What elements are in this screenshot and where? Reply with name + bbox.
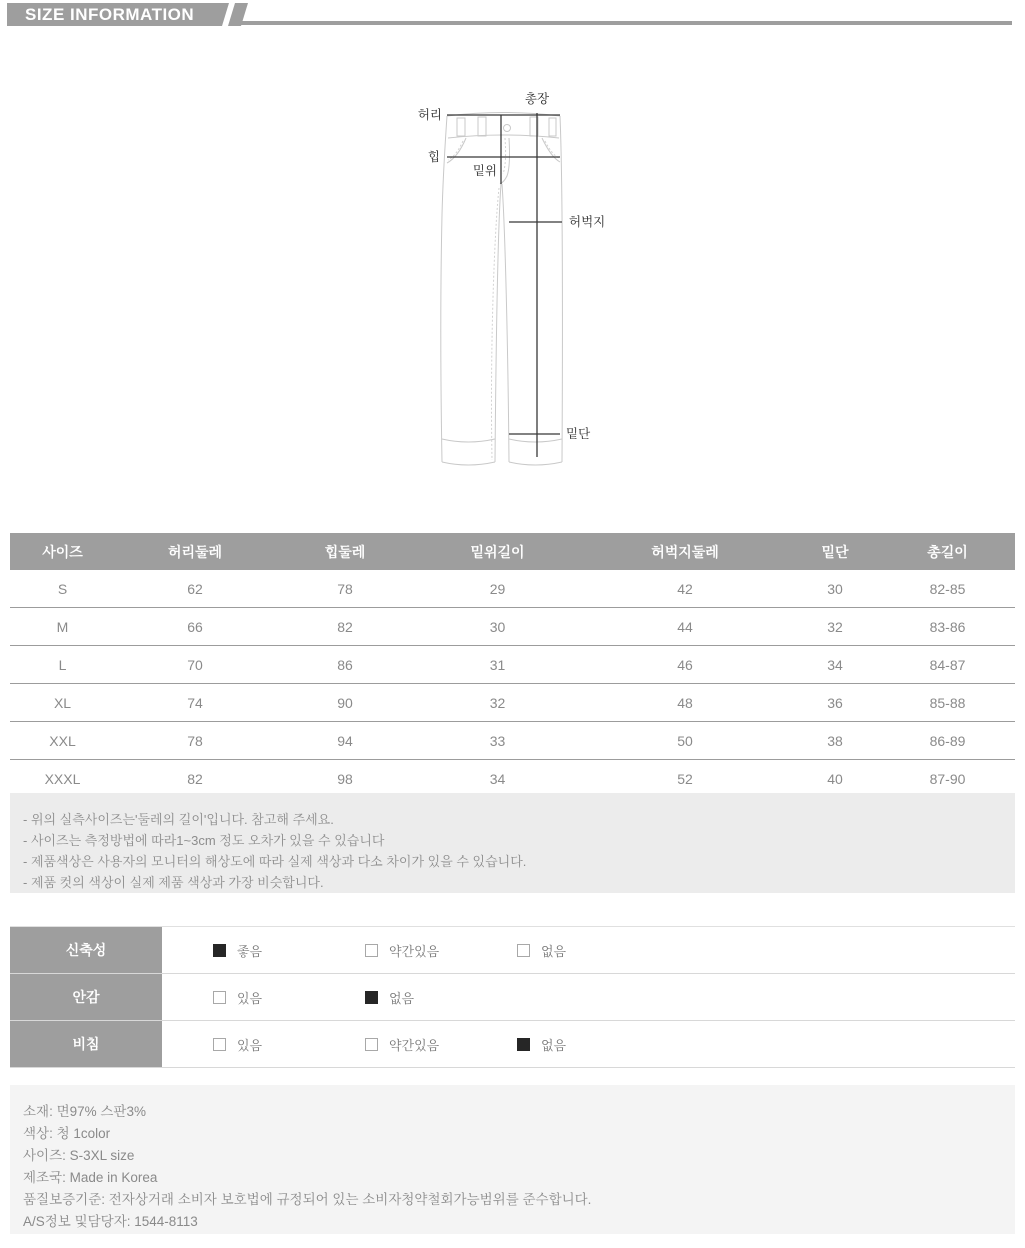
size-value-cell: 94: [275, 722, 415, 760]
spec-row-label: 안감: [10, 974, 162, 1020]
size-table-column-header: 총길이: [880, 533, 1015, 570]
size-label-cell: XL: [10, 684, 115, 722]
spec-option: [213, 988, 365, 1007]
hip-label: 힙: [427, 150, 440, 164]
size-table-row: [10, 570, 1015, 608]
checkbox-unchecked-icon: [365, 944, 378, 957]
size-value-cell: 82: [115, 760, 275, 799]
spec-option-label: 있음: [237, 990, 263, 1006]
size-value-cell: 50: [580, 722, 790, 760]
size-value-cell: 34: [415, 760, 580, 799]
product-info-line: 색상: 청 1color: [23, 1126, 111, 1141]
size-table-row: [10, 684, 1015, 722]
rise-label: 밑위: [472, 164, 497, 178]
measurement-lines: [447, 113, 562, 457]
spec-options: [162, 974, 1015, 1020]
total-length-label: 총장: [524, 92, 550, 106]
note-line: - 위의 실측사이즈는'둘레의 길이'입니다. 참고해 주세요.: [23, 812, 334, 827]
size-value-cell: 32: [415, 684, 580, 722]
size-table-row: [10, 722, 1015, 760]
size-value-cell: 46: [580, 646, 790, 684]
spec-option: [213, 1035, 365, 1054]
size-value-cell: 38: [790, 722, 880, 760]
size-value-cell: 86: [275, 646, 415, 684]
checkbox-checked-icon: [213, 944, 226, 957]
spec-option-label: 없음: [541, 1037, 567, 1053]
checkbox-unchecked-icon: [517, 944, 530, 957]
size-value-cell: 34: [790, 646, 880, 684]
size-value-cell: 36: [790, 684, 880, 722]
size-value-cell: 52: [580, 760, 790, 799]
measurement-notes-box: [10, 793, 1015, 893]
size-value-cell: 84-87: [880, 646, 1015, 684]
size-table-column-header: 사이즈: [10, 533, 115, 570]
thigh-label: 허벅지: [569, 215, 606, 229]
note-line: - 제품색상은 사용자의 모니터의 해상도에 따라 실제 색상과 다소 차이가 있을 수 있습니다.: [23, 854, 527, 869]
size-value-cell: 44: [580, 608, 790, 646]
size-value-cell: 83-86: [880, 608, 1015, 646]
section-header-bar: [0, 0, 1025, 28]
size-value-cell: 66: [115, 608, 275, 646]
spec-option-label: 약간있음: [389, 943, 440, 959]
button-icon: [504, 125, 511, 132]
size-value-cell: 31: [415, 646, 580, 684]
product-info-line: 사이즈: S-3XL size: [23, 1148, 135, 1163]
size-value-cell: 42: [580, 570, 790, 608]
hem-label: 밑단: [566, 427, 591, 441]
spec-option-label: 약간있음: [389, 1037, 440, 1053]
spec-option-label: 없음: [541, 943, 567, 959]
size-label-cell: L: [10, 646, 115, 684]
size-value-cell: 98: [275, 760, 415, 799]
size-table-row: [10, 646, 1015, 684]
measurement-labels: [418, 91, 605, 441]
size-label-cell: XXL: [10, 722, 115, 760]
size-table-row: [10, 608, 1015, 646]
spec-option: [365, 1035, 517, 1054]
spec-option: [365, 941, 517, 960]
spec-row-label: 신축성: [10, 927, 162, 973]
size-label-cell: M: [10, 608, 115, 646]
spec-option: [517, 1035, 669, 1054]
size-table: [10, 533, 1015, 799]
spec-option: [517, 941, 669, 960]
spec-option: [365, 988, 517, 1007]
size-table-column-header: 허리둘레: [115, 533, 275, 570]
size-value-cell: 78: [115, 722, 275, 760]
size-value-cell: 85-88: [880, 684, 1015, 722]
spec-row-label: 비침: [10, 1021, 162, 1067]
spec-row: [10, 1021, 1015, 1068]
size-table-column-header: 밑위길이: [415, 533, 580, 570]
note-line: - 제품 컷의 색상이 실제 제품 색상과 가장 비슷합니다.: [23, 875, 324, 890]
size-value-cell: 78: [275, 570, 415, 608]
spec-option-label: 있음: [237, 1037, 263, 1053]
spec-options: [162, 1021, 1015, 1067]
spec-row: [10, 927, 1015, 974]
size-label-cell: XXXL: [10, 760, 115, 799]
spec-row: [10, 974, 1015, 1021]
checkbox-checked-icon: [365, 991, 378, 1004]
size-value-cell: 87-90: [880, 760, 1015, 799]
size-value-cell: 82-85: [880, 570, 1015, 608]
size-label-cell: S: [10, 570, 115, 608]
product-info-line: A/S정보 및담당자: 1544-8113: [23, 1214, 198, 1229]
waist-label: 허리: [417, 108, 442, 122]
checkbox-unchecked-icon: [213, 1038, 226, 1051]
size-value-cell: 74: [115, 684, 275, 722]
size-value-cell: 30: [415, 608, 580, 646]
size-value-cell: 48: [580, 684, 790, 722]
spec-option-label: 좋음: [237, 943, 263, 959]
size-value-cell: 70: [115, 646, 275, 684]
size-value-cell: 29: [415, 570, 580, 608]
size-value-cell: 62: [115, 570, 275, 608]
size-value-cell: 33: [415, 722, 580, 760]
fabric-spec-table: [10, 926, 1015, 1068]
spec-option: [213, 941, 365, 960]
size-table-column-header: 허벅지둘레: [580, 533, 790, 570]
size-value-cell: 40: [790, 760, 880, 799]
spec-options: [162, 927, 1015, 973]
product-info-line: 품질보증기준: 전자상거래 소비자 보호법에 규정되어 있는 소비자청약철회가능범위를 준수합니다.: [23, 1192, 592, 1207]
checkbox-unchecked-icon: [213, 991, 226, 1004]
size-value-cell: 32: [790, 608, 880, 646]
checkbox-unchecked-icon: [365, 1038, 378, 1051]
checkbox-checked-icon: [517, 1038, 530, 1051]
size-value-cell: 82: [275, 608, 415, 646]
note-line: - 사이즈는 측정방법에 따라1~3cm 정도 오차가 있을 수 있습니다: [23, 833, 385, 848]
size-table-header-row: [10, 533, 1015, 570]
size-table-column-header: 밑단: [790, 533, 880, 570]
pants-measurement-diagram: [412, 85, 632, 480]
size-table-column-header: 힙둘레: [275, 533, 415, 570]
page-title: SIZE INFORMATION: [25, 5, 195, 24]
size-value-cell: 86-89: [880, 722, 1015, 760]
product-info-line: 제조국: Made in Korea: [23, 1170, 158, 1185]
header-underline: [238, 21, 1012, 25]
product-info-box: [10, 1085, 1015, 1234]
size-value-cell: 90: [275, 684, 415, 722]
product-info-line: 소재: 면97% 스판3%: [23, 1104, 146, 1119]
size-value-cell: 30: [790, 570, 880, 608]
spec-option-label: 없음: [389, 990, 415, 1006]
